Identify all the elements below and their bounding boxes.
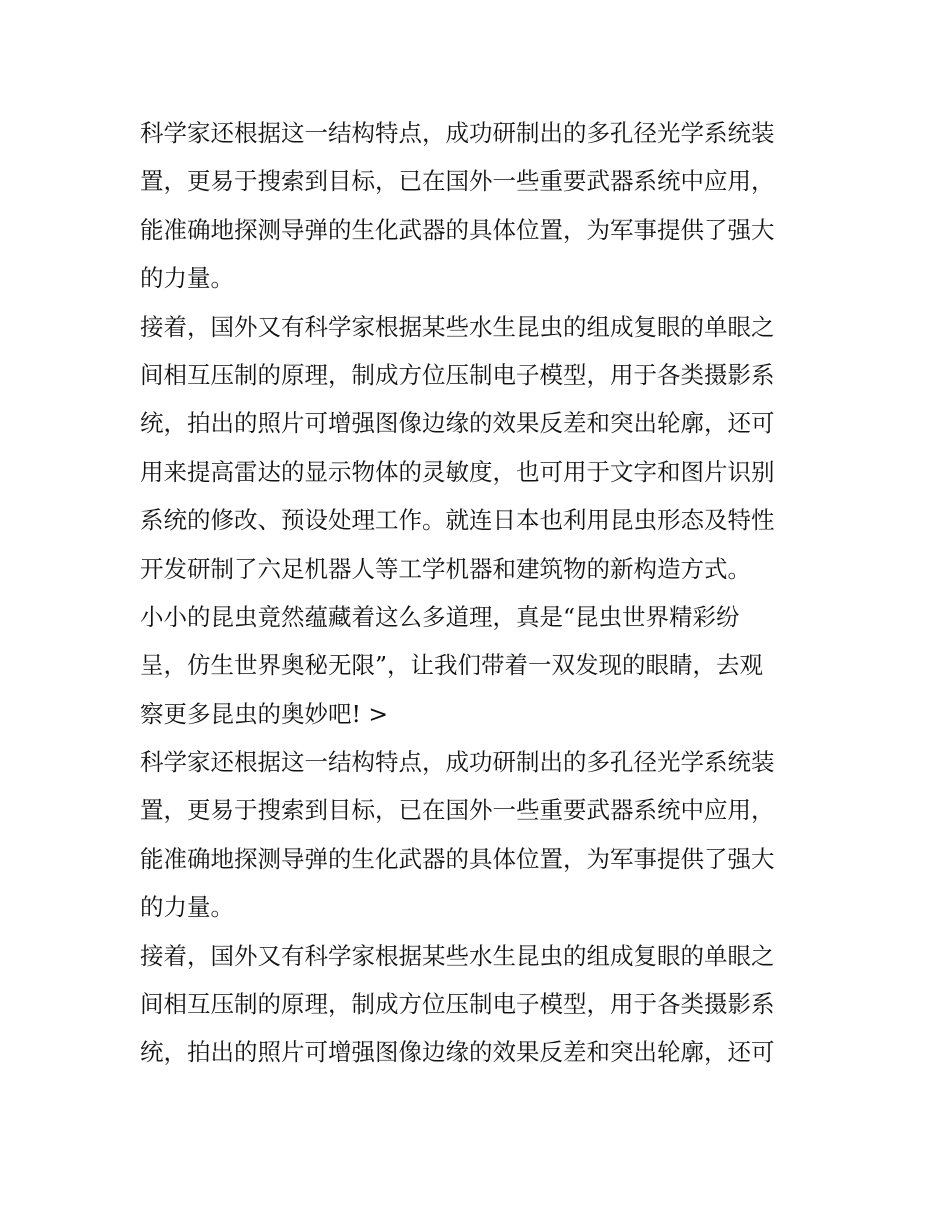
text-line: 的力量。 xyxy=(140,264,234,293)
text-line: 开发研制了六足机器人等工学机器和建筑物的新构造方式。 xyxy=(140,554,751,583)
text-line: 接着，国外又有科学家根据某些水生昆虫的组成复眼的单眼之 xyxy=(140,312,775,341)
text-line: 小小的昆虫竟然蕴藏着这么多道理，真是“昆虫世界精彩纷 xyxy=(140,602,740,631)
document-body-text xyxy=(140,109,830,1077)
text-line: 科学家还根据这一结构特点，成功研制出的多孔径光学系统装 xyxy=(140,748,775,777)
text-line: 察更多昆虫的奥妙吧! > xyxy=(140,699,389,728)
text-line: 统，拍出的照片可增强图像边缘的效果反差和突出轮廓，还可 xyxy=(140,1038,775,1067)
text-line: 置，更易于搜索到目标，已在国外一些重要武器系统中应用， xyxy=(140,167,775,196)
text-line: 置，更易于搜索到目标，已在国外一些重要武器系统中应用， xyxy=(140,796,775,825)
text-line: 用来提高雷达的显示物体的灵敏度，也可用于文字和图片识别 xyxy=(140,457,775,486)
text-line: 系统的修改、预设处理工作。就连日本也利用昆虫形态及特性 xyxy=(140,506,775,535)
text-line: 科学家还根据这一结构特点，成功研制出的多孔径光学系统装 xyxy=(140,119,775,147)
text-line: 接着，国外又有科学家根据某些水生昆虫的组成复眼的单眼之 xyxy=(140,941,775,970)
text-line: 的力量。 xyxy=(140,893,234,922)
text-line: 间相互压制的原理，制成方位压制电子模型，用于各类摄影系 xyxy=(140,990,775,1019)
text-line: 能准确地探测导弹的生化武器的具体位置，为军事提供了强大 xyxy=(140,844,775,873)
text-line: 间相互压制的原理，制成方位压制电子模型，用于各类摄影系 xyxy=(140,360,775,389)
text-line: 呈，仿生世界奥秘无限”，让我们带着一双发现的眼睛，去观 xyxy=(140,651,764,680)
text-line: 统，拍出的照片可增强图像边缘的效果反差和突出轮廓，还可 xyxy=(140,409,775,438)
text-line: 能准确地探测导弹的生化武器的具体位置，为军事提供了强大 xyxy=(140,215,775,244)
